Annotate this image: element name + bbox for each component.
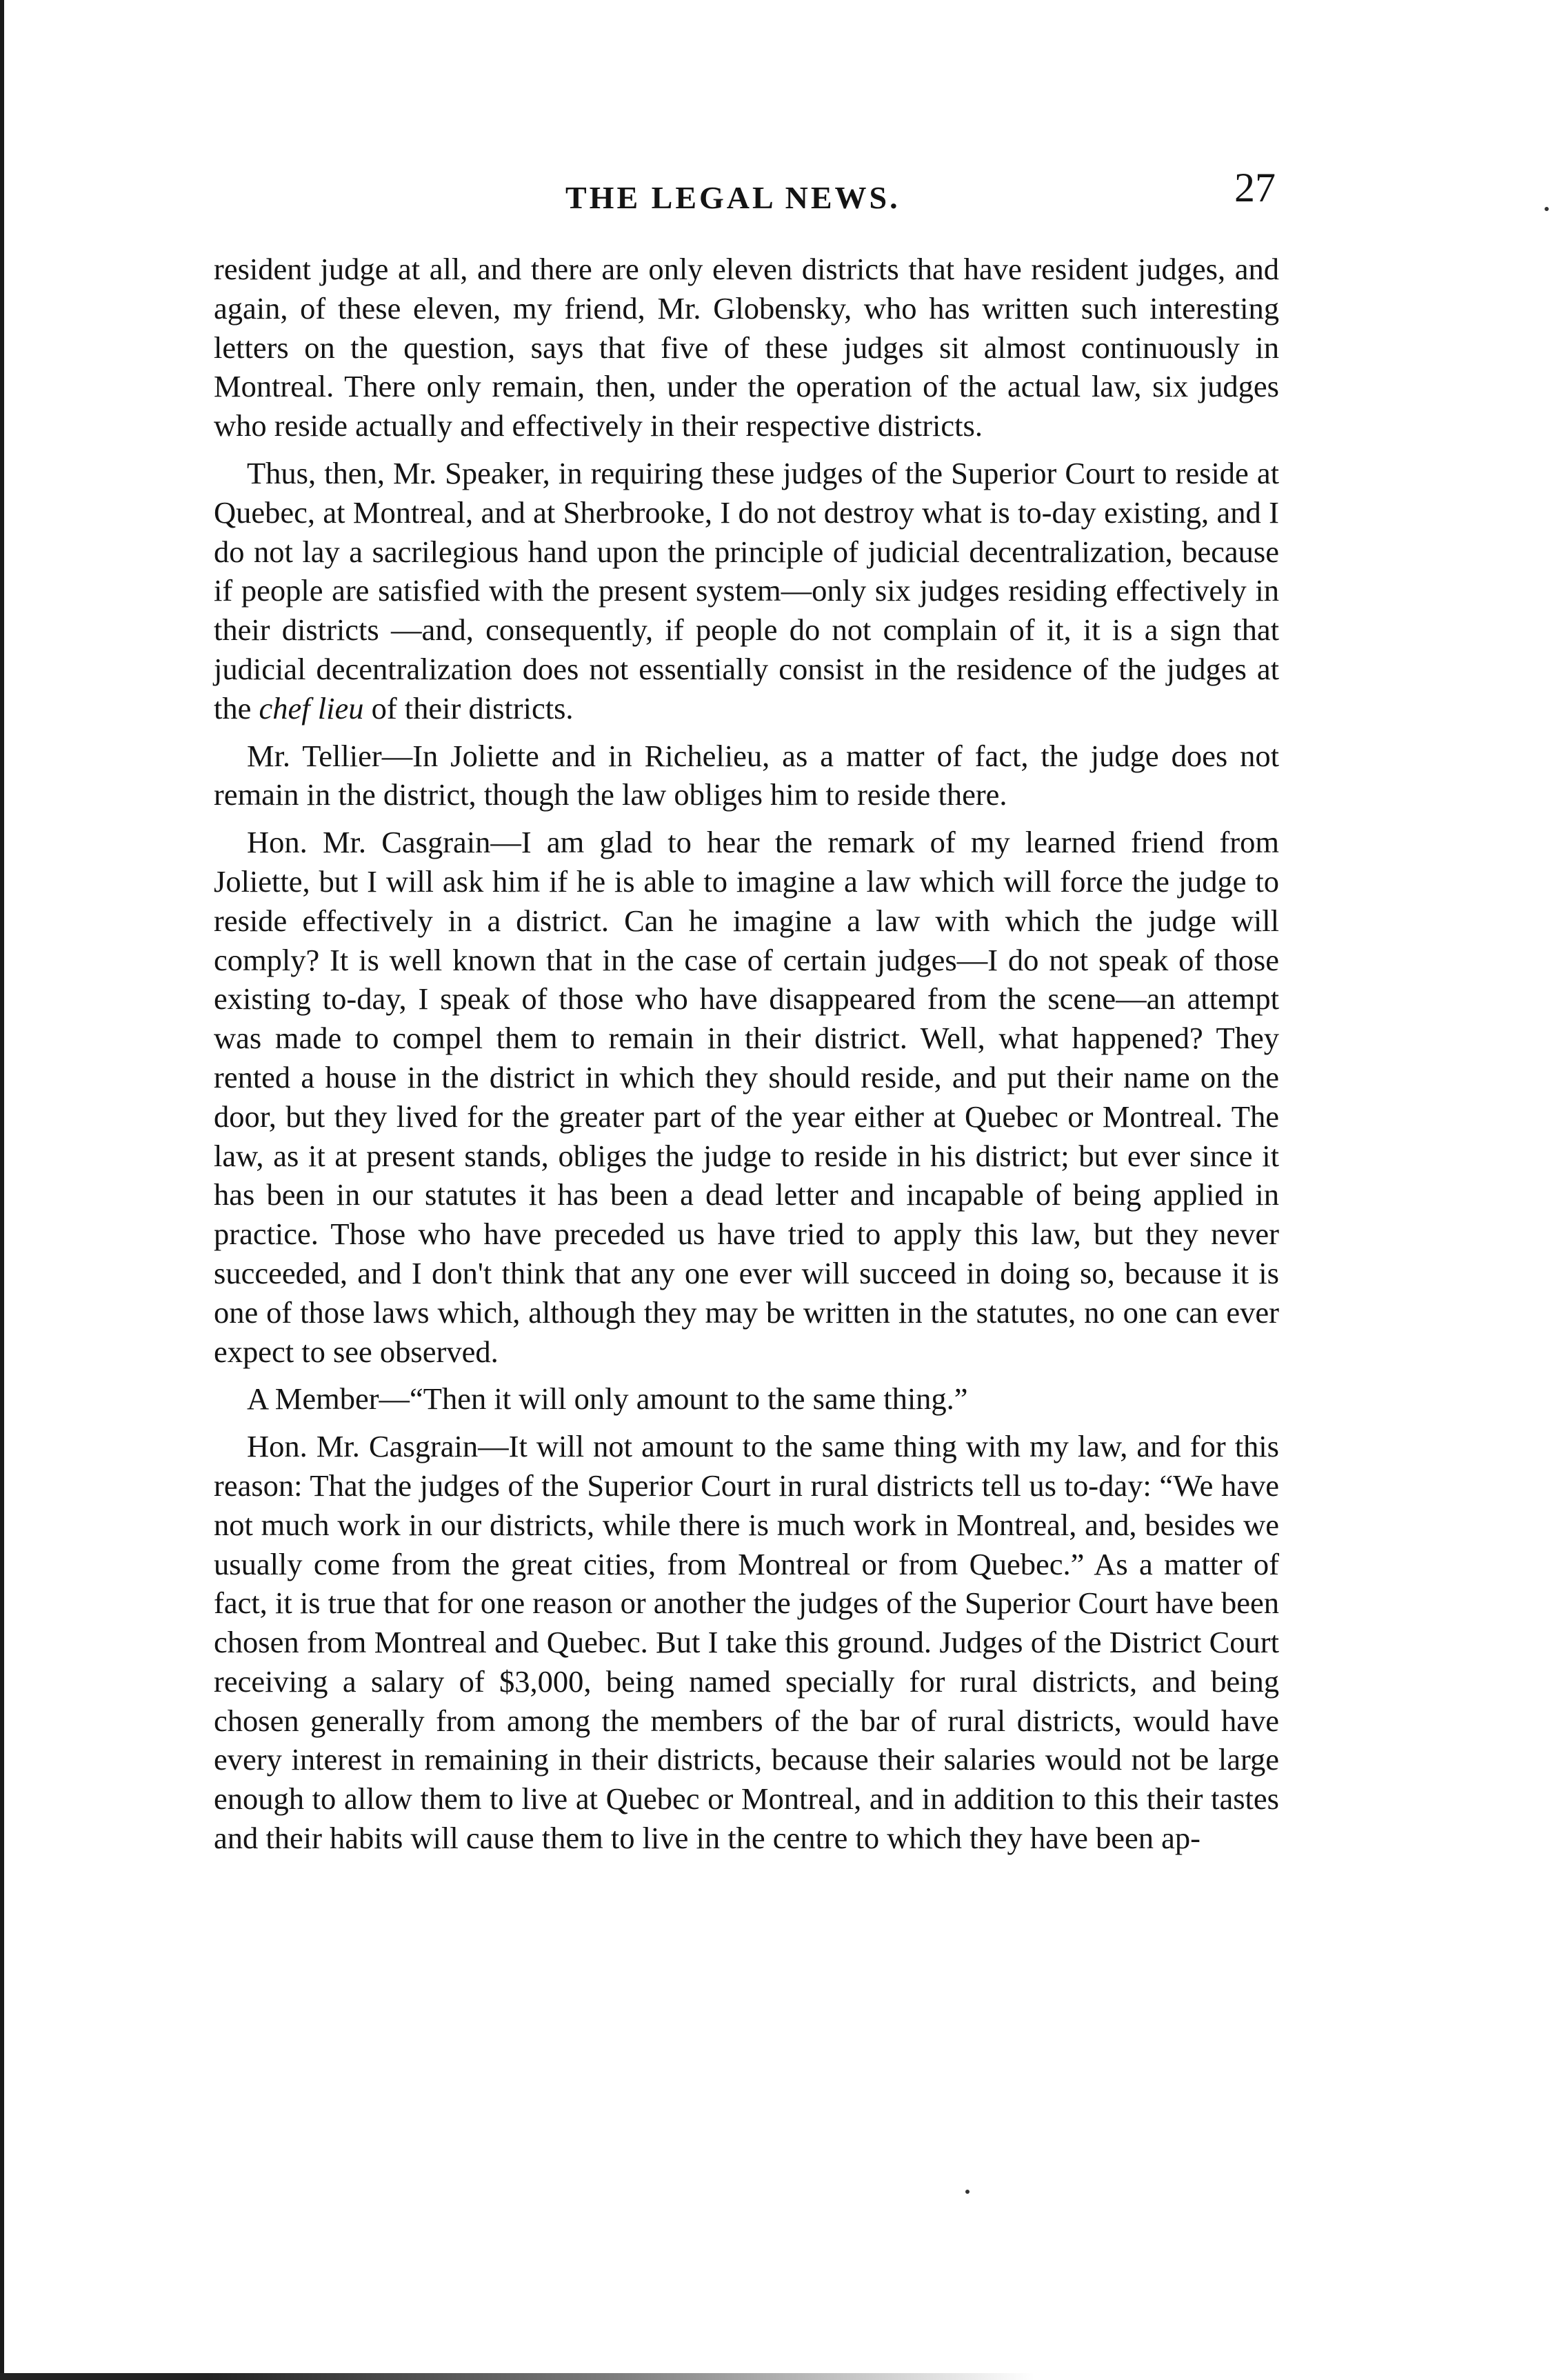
- page-left-edge-shadow: [0, 0, 4, 2380]
- paragraph-3-text: Mr. Tellier—In Joliette and in Richelieu, as a matter of fact, the judge does not remain in the district, though the law obliges him to reside there.: [214, 738, 1279, 812]
- paragraph-2-after: of their districts.: [363, 690, 574, 726]
- paragraph-1: [214, 250, 1279, 446]
- paragraph-3: [214, 737, 1279, 815]
- paragraph-6-text: Hon. Mr. Casgrain—It will not amount to the same thing with my law, and for this reason: That the judges of the Superior Court in rural districts tell us to-day: “We have not much work in our districts, while there is much work in Montreal, and, besides we usually come from the great cities, from Montreal or from Quebec.” As a matter of fact, it is true that for one reason or another the judges of the Superior Court have been chosen from Montreal and Quebec. But I take this ground. Judges of the District Court receiving a salary of $3,000, being named specially for rural districts, and being chosen generally from among the members of the bar of rural districts, would have every interest in remaining in their districts, because their salaries would not be large enough to allow them to live at Quebec or Montreal, and in addition to this their tastes and their habits will cause them to live in the centre to which they have been ap-: [214, 1429, 1279, 1856]
- page-header: [214, 164, 1276, 219]
- page-bottom-edge-shadow: [0, 2373, 1034, 2380]
- page-number: 27: [1234, 165, 1276, 210]
- scan-speck: [1545, 207, 1549, 211]
- running-title: THE LEGAL NEWS.: [565, 180, 901, 215]
- body-text: [214, 250, 1279, 1866]
- paragraph-4-text: Hon. Mr. Casgrain—I am glad to hear the remark of my learned friend from Joliette, but I will ask him if he is able to imagine a law which will force the judge to reside effectively in a district. Can he imagine a law with which the judge will comply? It is well known that in the case of certain judges—I do not speak of those existing to-day, I speak of those who have disappeared from the scene—an attempt was made to compel them to remain in their district. Well, what happened? They rented a house in the district in which they should reside, and put their name on the door, but they lived for the greater part of the year either at Quebec or Montreal. The law, as it at present stands, obliges the judge to reside in his district; but ever since it has been in our statutes it has been a dead letter and incapable of being applied in practice. Those who have preceded us have tried to apply this law, but they never succeeded, and I don't think that any one ever will succeed in doing so, because it is one of those laws which, although they may be written in the statutes, no one can ever expect to see observed.: [214, 825, 1279, 1369]
- paragraph-2: [214, 454, 1279, 728]
- paragraph-4: [214, 823, 1279, 1371]
- paragraph-2-italic: chef lieu: [259, 690, 364, 726]
- paragraph-6: [214, 1427, 1279, 1858]
- paragraph-2-text: Thus, then, Mr. Speaker, in requiring these judges of the Superior Court to reside at Quebec, at Montreal, and at Sherbrooke, I do not destroy what is to-day existing, and I do not lay a sacrilegious hand upon the principle of judicial decentralization, because if people are satisfied with the present system—only six judges residing effectively in their districts —and, consequently, if people do not complain of it, it is a sign that judicial decentralization does not essentially consist in the residence of the judges at the: [214, 455, 1279, 726]
- paragraph-1-text: resident judge at all, and there are only eleven districts that have resident judges, and again, of these eleven, my friend, Mr. Globensky, who has written such interesting letters on the question, says that five of these judges sit almost continuously in Montreal. There only remain, then, under the operation of the actual law, six judges who reside actually and effectively in their respective districts.: [214, 252, 1279, 443]
- paragraph-5-text: A Member—“Then it will only amount to the same thing.”: [247, 1381, 968, 1417]
- scan-speck: [965, 2190, 970, 2194]
- paragraph-5: [214, 1379, 1279, 1419]
